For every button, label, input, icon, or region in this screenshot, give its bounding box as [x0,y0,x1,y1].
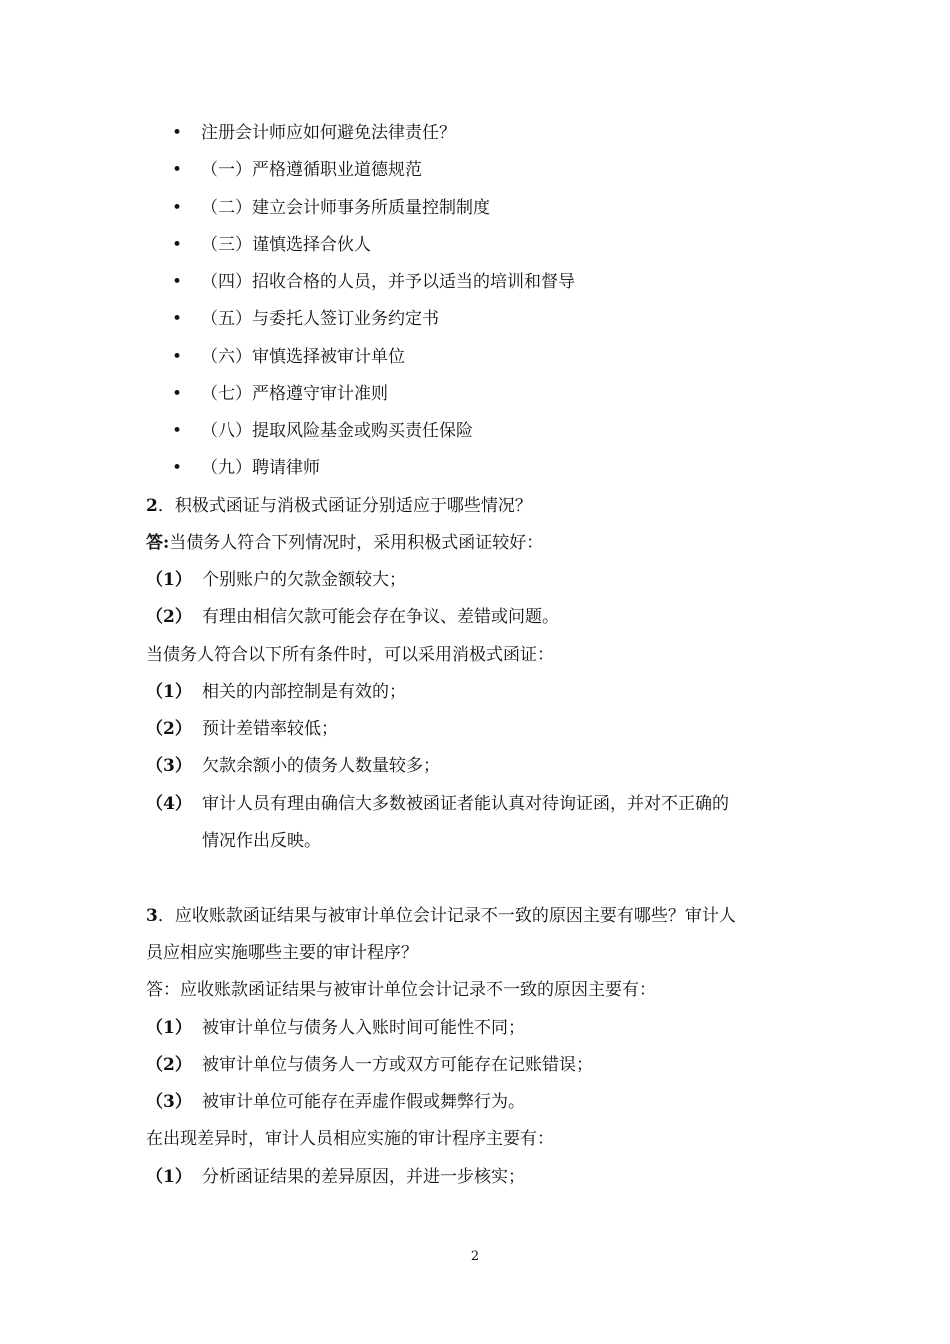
negative-intro: 当债务人符合以下所有条件时，可以采用消极式函证： [146,645,554,665]
question-text: ．积极式函证与消极式函证分别适应于哪些情况？ [157,496,532,516]
list-item-text: 预计差错率较低； [202,719,338,739]
bullet-item: 注册会计师应如何避免法律责任？ [201,123,456,143]
list-label: （1） [146,1167,192,1187]
bullet-marker: • [172,123,183,143]
list-label: （4） [146,794,192,814]
list-label: （2） [146,719,192,739]
bullet-item: （八）提取风险基金或购买责任保险 [201,421,473,441]
bullet-marker: • [172,347,183,367]
list-label: （2） [146,1055,192,1075]
bullet-marker: • [172,421,183,441]
bullet-marker: • [172,160,183,180]
list-item-text: 被审计单位与债务人一方或双方可能存在记账错误； [202,1055,593,1075]
bullet-marker: • [172,272,183,292]
list-item-text: 有理由相信欠款可能会存在争议、差错或问题。 [202,607,559,627]
bullet-item: （九）聘请律师 [201,458,320,478]
bullet-item: （六）审慎选择被审计单位 [201,347,405,367]
bullet-item: （七）严格遵守审计准则 [201,384,388,404]
answer-intro-text: 当债务人符合下列情况时，采用积极式函证较好： [169,533,544,553]
list-item-continuation: 情况作出反映。 [202,831,321,851]
question-2-title [146,494,532,518]
list-item-text: 审计人员有理由确信大多数被函证者能认真对待询证函，并对不正确的 [202,794,729,814]
list-label: （1） [146,570,192,590]
bullet-item: （五）与委托人签订业务约定书 [201,309,439,329]
question-text-continuation: 员应相应实施哪些主要的审计程序？ [146,943,418,963]
list-item-text: 个别账户的欠款金额较大； [202,570,406,590]
bullet-item: （三）谨慎选择合伙人 [201,235,371,255]
page-number: 2 [470,1249,480,1264]
answer-intro: 答：应收账款函证结果与被审计单位会计记录不一致的原因主要有： [146,980,656,1000]
list-label: （1） [146,682,192,702]
list-item-text: 分析函证结果的差异原因，并进一步核实； [202,1167,525,1187]
question-number: 2 [146,496,158,516]
list-label: （1） [146,1018,192,1038]
question-text: ．应收账款函证结果与被审计单位会计记录不一致的原因主要有哪些？审计人 [157,906,736,926]
answer-prefix: 答: [146,533,170,553]
question-3-title [146,904,736,928]
question-number: 3 [146,906,158,926]
list-label: （3） [146,1092,192,1112]
bullet-marker: • [172,235,183,255]
bullet-marker: • [172,198,183,218]
bullet-marker: • [172,309,183,329]
list-item-text: 欠款余额小的债务人数量较多； [202,756,440,776]
list-item-text: 被审计单位与债务人入账时间可能性不同； [202,1018,525,1038]
bullet-marker: • [172,458,183,478]
bullet-item: （二）建立会计师事务所质量控制制度 [201,198,490,218]
bullet-item: （一）严格遵循职业道德规范 [201,160,422,180]
answer-intro [146,531,543,555]
bullet-marker: • [172,384,183,404]
list-label: （2） [146,607,192,627]
bullet-item: （四）招收合格的人员，并予以适当的培训和督导 [201,272,575,292]
list-item-text: 相关的内部控制是有效的； [202,682,406,702]
list-item-text: 被审计单位可能存在弄虚作假或舞弊行为。 [202,1092,525,1112]
procedures-intro: 在出现差异时，审计人员相应实施的审计程序主要有： [146,1129,554,1149]
list-label: （3） [146,756,192,776]
